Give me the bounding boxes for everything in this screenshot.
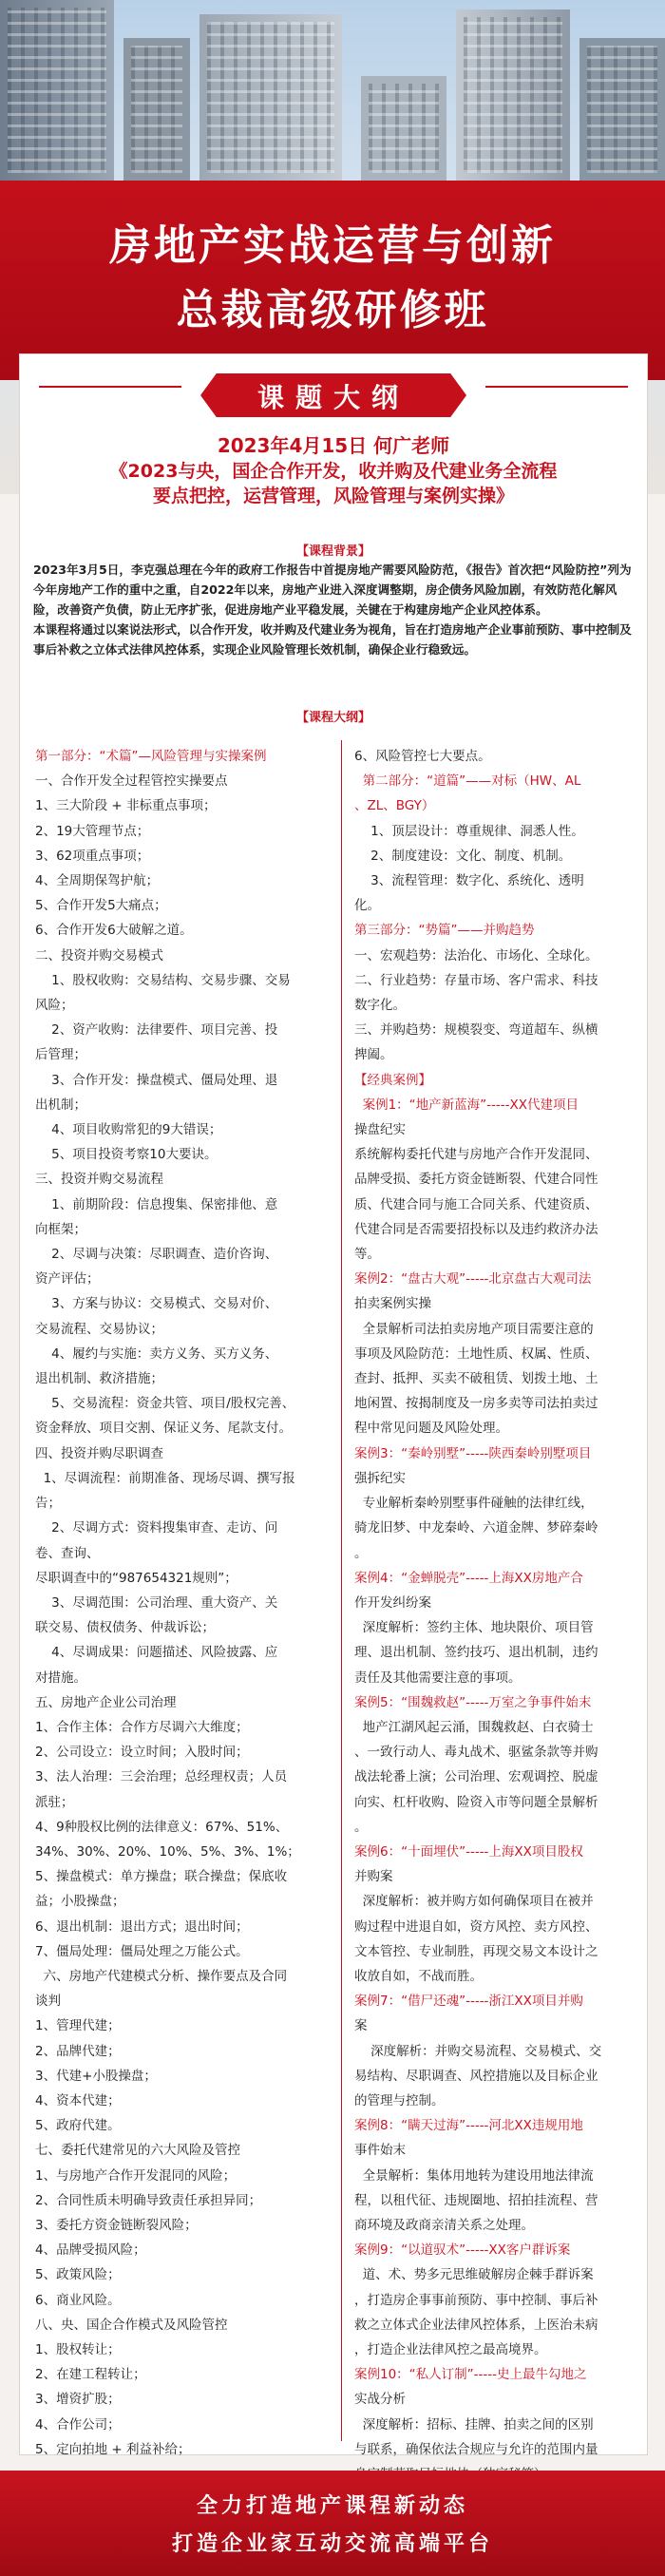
outline-line: 对措施。 (35, 1670, 86, 1686)
outline-line: 、ZL、BGY） (354, 798, 435, 814)
outline-line: 、一致行动人、毒丸战术、驱鲨条款等并购 (354, 1745, 598, 1761)
outline-banner (200, 368, 466, 421)
outline-line: 查封、抵押、买卖不破租赁、划拨土地、土 (354, 1371, 598, 1387)
outline-line: 实战分析 (354, 2392, 406, 2408)
outline-line: 交易流程、交易协议； (35, 1321, 163, 1337)
outline-line: 4、尽调成果：问题描述、风险披露、应 (35, 1645, 278, 1661)
outline-line: 五、房地产企业公司治理 (35, 1694, 177, 1710)
outline-line: 。 (354, 1819, 368, 1835)
outline-line: 案例5：“围魏救赵”-----万室之争事件始末 (354, 1694, 592, 1710)
outline-line: 事件始末 (354, 2143, 406, 2159)
outline-line: 1、股权收购：交易结构、交易步骤、交易 (35, 972, 291, 988)
outline-line: 资金释放、项目交割、保证义务、尾款支付。 (35, 1421, 292, 1437)
outline-line: 5、操盘模式：单方操盘；联合操盘；保底收 (35, 1869, 288, 1885)
background-text (33, 560, 634, 659)
outline-line: 5、交易流程：资金共管、项目/股权完善、 (35, 1396, 295, 1412)
outline-line: 的管理与控制。 (354, 2092, 445, 2109)
outline-line: 资产评估； (35, 1271, 100, 1288)
outline-line: 深度解析：签约主体、地块限价、项目管 (354, 1620, 594, 1636)
outline-line: 2、尽调方式：资料搜集审查、走访、问 (35, 1520, 278, 1536)
outline-line: 数字化。 (354, 998, 406, 1014)
outline-label: 【课程大纲】 (295, 711, 370, 725)
outline-line: 全景解析：集体用地转为建设用地法律流 (354, 2167, 594, 2184)
outline-line: ，打造企业法律风控之最高境界。 (354, 2342, 547, 2357)
outline-line: 1、股权转让； (35, 2342, 121, 2357)
outline-line: 3、法人治理：三会治理；总经理权责；人员 (35, 1769, 288, 1785)
outline-line: 救之立体式企业法律风控体系，上医治未病 (354, 2317, 598, 2333)
building-illustration (124, 38, 190, 181)
outline-line: 地闲置、按揭制度及一房多卖等司法拍卖过 (354, 1396, 598, 1412)
outline-line: 案例6：“十面埋伏”-----上海XX项目股权 (354, 1843, 583, 1860)
footer-slogan-2: 打造企业家互动交流高端平台 (171, 2531, 493, 2556)
outline-line: 4、9种股权比例的法律意义：67%、51%、 (35, 1819, 289, 1835)
outline-line: 2、制度建设：文化、制度、机制。 (354, 848, 572, 864)
page-title-line-1: 房地产实战运营与创新 (109, 221, 556, 270)
outline-line: 3、代建+小股操盘； (35, 2068, 157, 2084)
outline-line: 4、品牌受损风险； (35, 2242, 146, 2259)
outline-line: 3、流程管理：数字化、系统化、透明 (354, 873, 584, 889)
outline-line: 1、三大阶段 + 非标重点事项； (35, 798, 217, 814)
banner-title: 课题大纲 (256, 382, 409, 413)
outline-line: 尽职调查中的“987654321规则”； (35, 1570, 238, 1586)
outline-line: 告； (35, 1496, 61, 1512)
outline-line: 易结构、尽职调查、风控措施以及目标企业 (354, 2068, 598, 2084)
outline-line: 强拆纪实 (354, 1470, 406, 1486)
outline-line: 1、合作主体：合作方尽调六大维度； (35, 1719, 249, 1735)
outline-line: 4、履约与实施：卖方义务、买方义务、 (35, 1345, 278, 1362)
outline-line: 等。 (354, 1247, 380, 1263)
outline-line: 3、方案与协议：交易模式、交易对价、 (35, 1296, 278, 1312)
outline-line: 道、术、势多元思维破解房企棘手群诉案 (354, 2267, 594, 2283)
outline-right-column (354, 744, 639, 2487)
outline-line: ，打造房企事事前预防、事中控制、事后补 (354, 2292, 598, 2308)
building-illustration (580, 38, 665, 181)
outline-line: 6、商业风险。 (35, 2292, 121, 2308)
outline-line: 5、定向拍地 + 利益补给； (35, 2441, 191, 2457)
outline-line: 1、与房地产合作开发混同的风险； (35, 2167, 237, 2184)
outline-line: 案例7：“借尸还魂”-----浙江XX项目并购 (354, 1994, 583, 2010)
outline-line: 第三部分：“势篇”——并购趋势 (354, 923, 535, 939)
building-illustration (0, 0, 114, 181)
outline-line: 。 (354, 1545, 368, 1561)
outline-line: 深度解析：并购交易流程、交易模式、交 (354, 2043, 602, 2059)
outline-line: 三、并购趋势：规模裂变、弯道超车、纵横 (354, 1022, 598, 1039)
outline-line: 3、委托方资金链断裂风险； (35, 2217, 198, 2233)
outline-line: 6、退出机制：退出方式；退出时间； (35, 1918, 249, 1935)
outline-line: 卷、查询、 (35, 1545, 100, 1561)
outline-line: 事项及风险防范：土地性质、权属、性质、 (354, 1345, 598, 1362)
outline-line: 7、僵局处理：僵局处理之万能公式。 (35, 1943, 249, 1959)
outline-line: 案 (354, 2018, 368, 2034)
outline-line: 2、资产收购：法律要件、项目完善、投 (35, 1022, 278, 1039)
background-paragraph-2: 本课程将通过以案说法形式，以合作开发，收并购及代建业务为视角，旨在打造房地产企业事前预防、事中控制及事后补救之立体式法律风控体系，实现企业风险管理长效机制，确保企业行稳致远。 (33, 622, 632, 657)
outline-line: 与联系，确保依法合规应与允许的范围内量 (354, 2441, 598, 2457)
outline-line: 5、合作开发5大痛点； (35, 898, 167, 914)
outline-line: 益；小股操盘； (35, 1894, 125, 1910)
outline-line: 并购案 (354, 1869, 393, 1885)
outline-line: 向实、杠杆收购、险资入市等问题全景解析 (354, 1794, 598, 1810)
column-divider (341, 740, 342, 2441)
outline-line: 2、19大管理节点； (35, 823, 150, 839)
outline-line: 案例2：“盘古大观”-----北京盘古大观司法 (354, 1271, 592, 1288)
outline-line: 系统解构委托代建与房地产合作开发混同、 (354, 1147, 598, 1163)
building-illustration (200, 14, 342, 181)
outline-line: 2、品牌代建； (35, 2043, 121, 2059)
outline-line: 案例9：“以道驭术”-----XX客户群诉案 (354, 2242, 571, 2259)
outline-line: 风险； (35, 998, 74, 1014)
outline-line: 6、合作开发6大破解之道。 (35, 923, 193, 939)
banner-rule-right (485, 386, 628, 388)
course-title-line-2: 要点把控，运营管理，风险管理与案例实操》 (152, 486, 514, 506)
outline-line: 第一部分：“术篇”—风险管理与实操案例 (35, 749, 267, 764)
outline-line: 程中常见问题及风险处理。 (354, 1421, 508, 1437)
outline-line: 3、62项重点事项； (35, 848, 150, 864)
course-title-line-1: 《2023与央，国企合作开发，收并购及代建业务全流程 (109, 461, 558, 482)
outline-line: 二、行业趋势：存量市场、客户需求、科技 (354, 972, 598, 988)
outline-line: 案例4：“金蝉脱壳”-----上海XX房地产合 (354, 1570, 583, 1586)
outline-line: 派驻； (35, 1794, 74, 1810)
outline-line: 购过程中进退自如，资方风控、卖方风控、 (354, 1918, 598, 1935)
outline-line: 一、合作开发全过程管控实操要点 (35, 773, 228, 790)
outline-line: 程，以租代征、违规圈地、招拍挂流程、营 (354, 2192, 598, 2208)
outline-line: 捭阖。 (354, 1047, 393, 1063)
outline-line: 品牌受损、委托方资金链断裂、代建合同性 (354, 1172, 598, 1188)
outline-line: 骑龙旧梦、中龙秦岭、六道金牌、梦碎秦岭 (354, 1520, 598, 1536)
building-illustration (456, 10, 570, 181)
outline-line: 二、投资并购交易模式 (35, 947, 163, 964)
outline-line: 退出机制、救济措施； (35, 1371, 163, 1387)
date-teacher: 2023年4月15日 何广老师 (217, 434, 450, 457)
outline-line: 出机制； (35, 1097, 86, 1113)
outline-line: 1、管理代建； (35, 2018, 121, 2034)
outline-line: 拍卖案例实操 (354, 1296, 431, 1312)
outline-line: 4、项目收购常犯的9大错误； (35, 1122, 222, 1138)
outline-line: 1、顶层设计：尊重规律、洞悉人性。 (354, 823, 584, 839)
outline-line: 5、政府代建。 (35, 2118, 121, 2134)
outline-line: 3、合作开发：操盘模式、僵局处理、退 (35, 1072, 278, 1088)
outline-line: 4、资本代建； (35, 2092, 121, 2109)
outline-line: 七、委托代建常见的六大风险及管控 (35, 2143, 240, 2159)
outline-line: 1、尽调流程：前期准备、现场尽调、撰写报 (35, 1470, 295, 1486)
outline-line: 收放自如，不战而胜。 (354, 1968, 483, 1984)
outline-line: 2、合同性质未明确导致责任承担异同； (35, 2192, 262, 2208)
outline-left-column (35, 744, 337, 2462)
outline-line: 4、合作公司； (35, 2416, 121, 2433)
outline-line: 4、全周期保驾护航； (35, 873, 160, 889)
outline-line: 三、投资并购交易流程 (35, 1172, 163, 1188)
outline-line: 2、公司设立：设立时间；入股时间； (35, 1745, 249, 1761)
outline-line: 第二部分：“道篇”——对标（HW、AL (354, 773, 581, 790)
outline-card (19, 353, 648, 2455)
page-title-line-2: 总裁高级研修班 (176, 286, 489, 334)
outline-line: 代建合同是否需要招投标以及违约救济办法 (354, 1221, 598, 1237)
outline-line: 化。 (354, 898, 380, 914)
outline-line: 案例3：“秦岭别墅”-----陕西秦岭别墅项目 (354, 1445, 592, 1461)
outline-line: 2、在建工程转让； (35, 2367, 146, 2383)
outline-line: 六、房地产代建模式分析、操作要点及合同 (35, 1968, 288, 1984)
outline-line: 一、宏观趋势：法治化、市场化、全球化。 (354, 947, 598, 964)
outline-line: 作开发纠纷案 (354, 1594, 431, 1611)
outline-line: 商环境及政商亲清关系之处理。 (354, 2217, 534, 2233)
outline-line: 八、央、国企合作模式及风险管控 (35, 2317, 228, 2333)
outline-line: 全景解析司法拍卖房地产项目需要注意的 (354, 1321, 594, 1337)
outline-line: 专业解析秦岭别墅事件碰触的法律红线， (354, 1496, 594, 1512)
outline-line: 理、退出机制、签约技巧、退出机制，违约 (354, 1645, 598, 1661)
footer-band (0, 2471, 665, 2576)
background-label: 【课程背景】 (295, 544, 370, 559)
outline-line: 地产江湖风起云涌，围魏救赵、白衣骑士 (354, 1719, 594, 1735)
outline-line: 1、前期阶段：信息搜集、保密排他、意 (35, 1196, 278, 1212)
outline-line: 责任及其他需要注意的事项。 (354, 1670, 522, 1686)
outline-line: 2、尽调与决策：尽职调查、造价咨询、 (35, 1247, 278, 1263)
outline-line: 深度解析：招标、挂牌、拍卖之间的区别 (354, 2416, 594, 2433)
outline-line: 5、项目投资考察10大要诀。 (35, 1147, 218, 1163)
outline-line: 向框架； (35, 1221, 86, 1237)
outline-line: 战法轮番上演；公司治理、宏观调控、脱虚 (354, 1769, 598, 1785)
background-paragraph-1: 2023年3月5日，李克强总理在今年的政府工作报告中首提房地产需要风险防范，《报告》首次把“风险防控”列为今年房地产工作的重中之重，自2022年以来，房地产业进入深度调整期，房企债务风险加剧，有效防范化解风险，改善资产负债，防止无序扩张，促进房地产业平稳发展，关键在于构建房地产企业风控体系。 (33, 563, 632, 617)
building-illustration (361, 76, 446, 181)
outline-line: 谈判 (35, 1994, 61, 2010)
outline-line: 3、增资扩股； (35, 2392, 121, 2408)
footer-slogan-1: 全力打造地产课程新动态 (196, 2493, 468, 2518)
outline-line: 操盘纪实 (354, 1122, 406, 1138)
outline-line: 后管理； (35, 1047, 86, 1063)
outline-line: 联交易、债权债务、仲裁诉讼； (35, 1620, 215, 1636)
outline-line: 案例1：“地产新蓝海”-----XX代建项目 (354, 1097, 580, 1113)
outline-line: 质、代建合同与施工合同关系、代建资质、 (354, 1196, 598, 1212)
outline-line: 案例8：“瞒天过海”-----河北XX违规用地 (354, 2118, 583, 2134)
outline-line: 文本管控、专业制胜，再现交易文本设计之 (354, 1943, 598, 1959)
outline-line: 6、风险管控七大要点。 (354, 749, 491, 764)
outline-line: 34%、30%、20%、10%、5%、3%、1%； (35, 1843, 300, 1860)
banner-rule-left (39, 386, 181, 388)
outline-line: 【经典案例】 (354, 1072, 431, 1088)
outline-line: 四、投资并购尽职调查 (35, 1445, 163, 1461)
outline-line: 深度解析：被并购方如何确保项目在被并 (354, 1894, 594, 1910)
outline-line: 案例10：“私人订制”-----史上最牛勾地之 (354, 2367, 587, 2383)
outline-line: 5、政策风险； (35, 2267, 121, 2283)
outline-line: 3、尽调范围：公司治理、重大资产、关 (35, 1594, 278, 1611)
